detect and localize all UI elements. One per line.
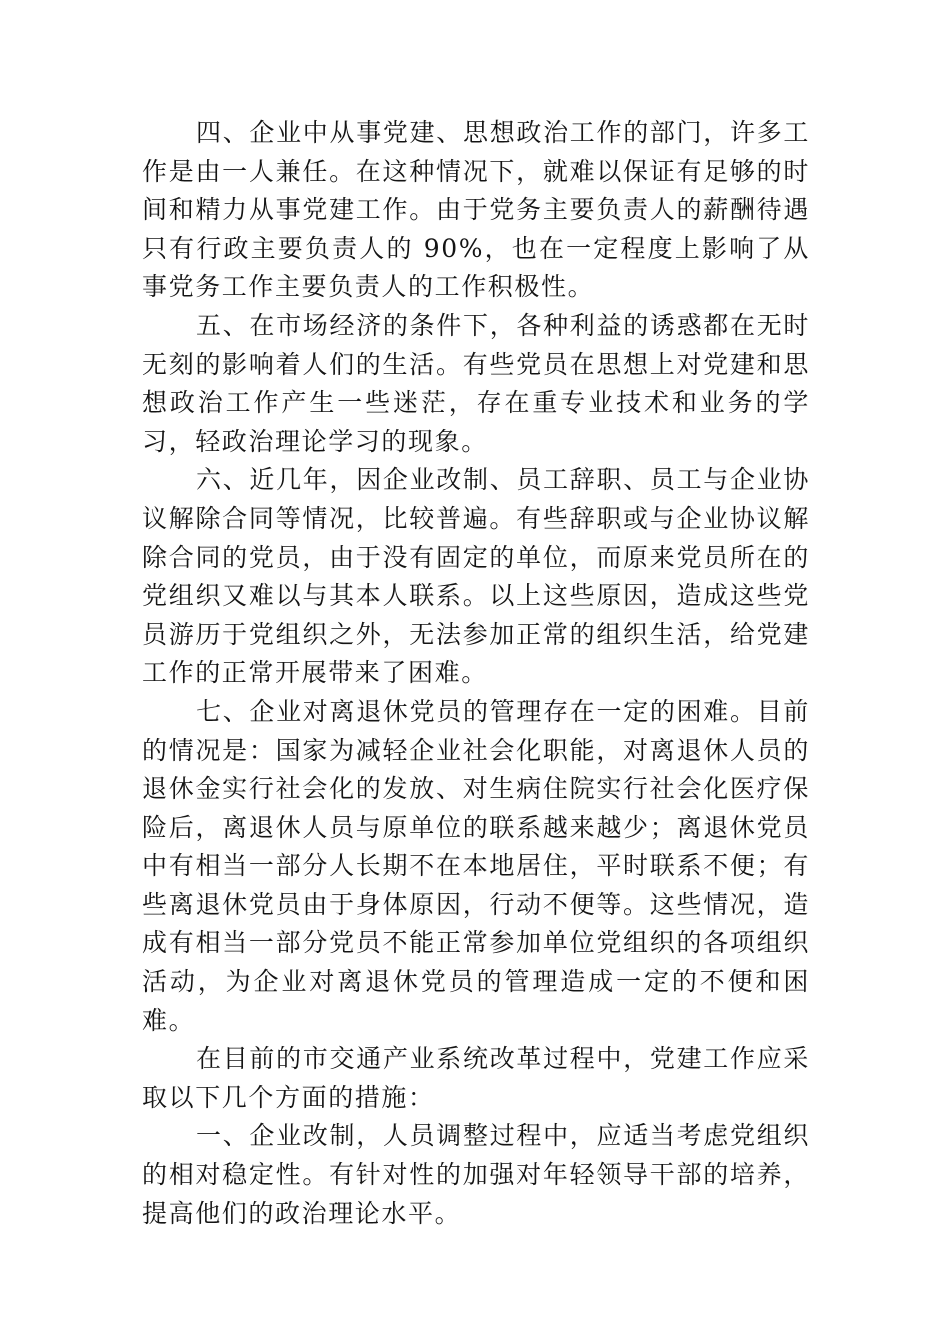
paragraph-measure-one: 一、企业改制，人员调整过程中，应适当考虑党组织的相对稳定性。有针对性的加强对年轻领导干部的培养，提高他们的政治理论水平。 — [142, 1121, 810, 1228]
paragraph-problem-four: 四、企业中从事党建、思想政治工作的部门，许多工作是由一人兼任。在这种情况下，就难以保证有足够的时间和精力从事党建工作。由于党务主要负责人的薪酬待遇只有行政主要负责人的 90%，也在一定程度上影响了从事党务工作主要负责人的工作积极性。 — [142, 118, 810, 302]
paragraph-problem-five: 五、在市场经济的条件下，各种利益的诱惑都在无时无刻的影响着人们的生活。有些党员在思想上对党建和思想政治工作产生一些迷茫，存在重专业技术和业务的学习，轻政治理论学习的现象。 — [142, 310, 810, 456]
paragraph-problem-seven: 七、企业对离退休党员的管理存在一定的困难。目前的情况是：国家为减轻企业社会化职能，对离退休人员的退休金实行社会化的发放、对生病住院实行社会化医疗保险后，离退休人员与原单位的联系越来越少；离退休党员中有相当一部分人长期不在本地居住，平时联系不便；有些离退休党员由于身体原因，行动不便等。这些情况，造成有相当一部分党员不能正常参加单位党组织的各项组织活动，为企业对离退休党员的管理造成一定的不便和困难。 — [142, 696, 810, 1035]
paragraph-measures-intro: 在目前的市交通产业系统改革过程中，党建工作应采取以下几个方面的措施： — [142, 1044, 810, 1112]
paragraph-problem-six: 六、近几年，因企业改制、员工辞职、员工与企业协议解除合同等情况，比较普遍。有些辞职或与企业协议解除合同的党员，由于没有固定的单位，而原来党员所在的党组织又难以与其本人联系。以上这些原因，造成这些党员游历于党组织之外，无法参加正常的组织生活，给党建工作的正常开展带来了困难。 — [142, 465, 810, 688]
document-page — [142, 114, 810, 1233]
